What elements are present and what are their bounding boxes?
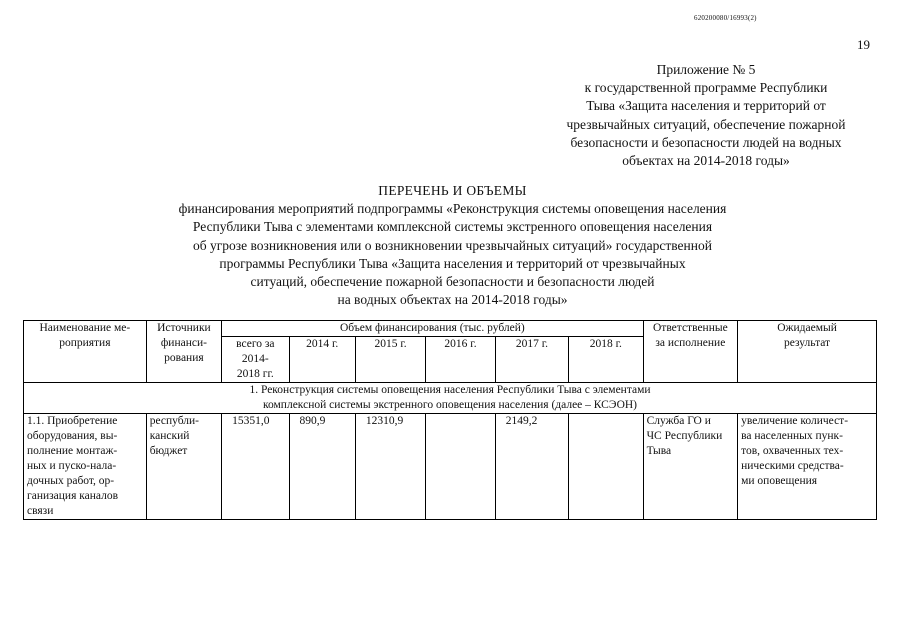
document-title: ПЕРЕЧЕНЬ И ОБЪЕМЫ — [378, 183, 527, 198]
document-code: 620200080/16993(2) — [694, 14, 757, 22]
header-name: Наименование ме- роприятия — [24, 321, 147, 383]
appendix-line: к государственной программе Республики — [584, 80, 828, 96]
subtitle-line: об угрозе возникновения или о возникновении чрезвычайных ситуаций» государственной — [193, 237, 712, 253]
cell-responsible: Служба ГО и ЧС Республики Тыва — [643, 414, 738, 520]
table-row — [24, 414, 877, 520]
header-responsible: Ответственные за исполнение — [643, 321, 738, 383]
cell-2018 — [569, 414, 643, 520]
subtitle-line: ситуаций, обеспечение пожарной безопасности и безопасности людей — [250, 274, 655, 290]
header-volume: Объем финансирования (тыс. рублей) — [222, 321, 643, 337]
header-total: всего за 2014- 2018 гг. — [222, 337, 289, 383]
header-2014: 2014 г. — [289, 337, 355, 383]
appendix-line: Приложение № 5 — [656, 62, 756, 77]
financing-table — [23, 320, 877, 520]
section-title: 1. Реконструкция системы оповещения населения Республики Тыва с элементами комплексной системы экстренного оповещения населения (далее – КСЭОН) — [24, 383, 877, 414]
header-2017: 2017 г. — [495, 337, 568, 383]
section-row — [24, 383, 877, 414]
subtitle-line: финансирования мероприятий подпрограммы «Реконструкция системы оповещения населения — [178, 201, 727, 216]
appendix-line: безопасности и безопасности людей на водных — [570, 134, 842, 150]
cell-2016 — [426, 414, 495, 520]
header-2018: 2018 г. — [569, 337, 643, 383]
cell-2017: 2149,2 — [495, 414, 568, 520]
header-2015: 2015 г. — [355, 337, 425, 383]
header-2016: 2016 г. — [426, 337, 495, 383]
subtitle-line: Республики Тыва с элементами комплексной системы экстренного оповещения населения — [192, 219, 713, 235]
header-sources: Источники финанси- рования — [146, 321, 221, 383]
header-result: Ожидаемый результат — [738, 321, 877, 383]
cell-2014: 890,9 — [289, 414, 355, 520]
cell-name: 1.1. Приобретение оборудования, вы- полнение монтаж- ных и пуско-нала- дочных работ, ор- ганизация каналов связи — [24, 414, 147, 520]
subtitle-line: на водных объектах на 2014-2018 годы» — [337, 292, 568, 308]
appendix-line: чрезвычайных ситуаций, обеспечение пожарной — [566, 116, 846, 132]
cell-source: республи- канский бюджет — [146, 414, 221, 520]
appendix-line: Тыва «Защита населения и территорий от — [586, 98, 826, 114]
appendix-block — [545, 61, 867, 170]
cell-2015: 12310,9 — [355, 414, 425, 520]
cell-total: 15351,0 — [222, 414, 289, 520]
subtitle-line: программы Республики Тыва «Защита населения и территорий от чрезвычайных — [219, 255, 686, 271]
document-subtitle — [40, 200, 865, 310]
appendix-line: объектах на 2014-2018 годы» — [622, 153, 790, 169]
page-number: 19 — [857, 37, 870, 52]
table-header-row — [24, 321, 877, 337]
cell-result: увеличение количест- ва населенных пунк- тов, охваченных тех- ническими средства- ми оповещения — [738, 414, 877, 520]
